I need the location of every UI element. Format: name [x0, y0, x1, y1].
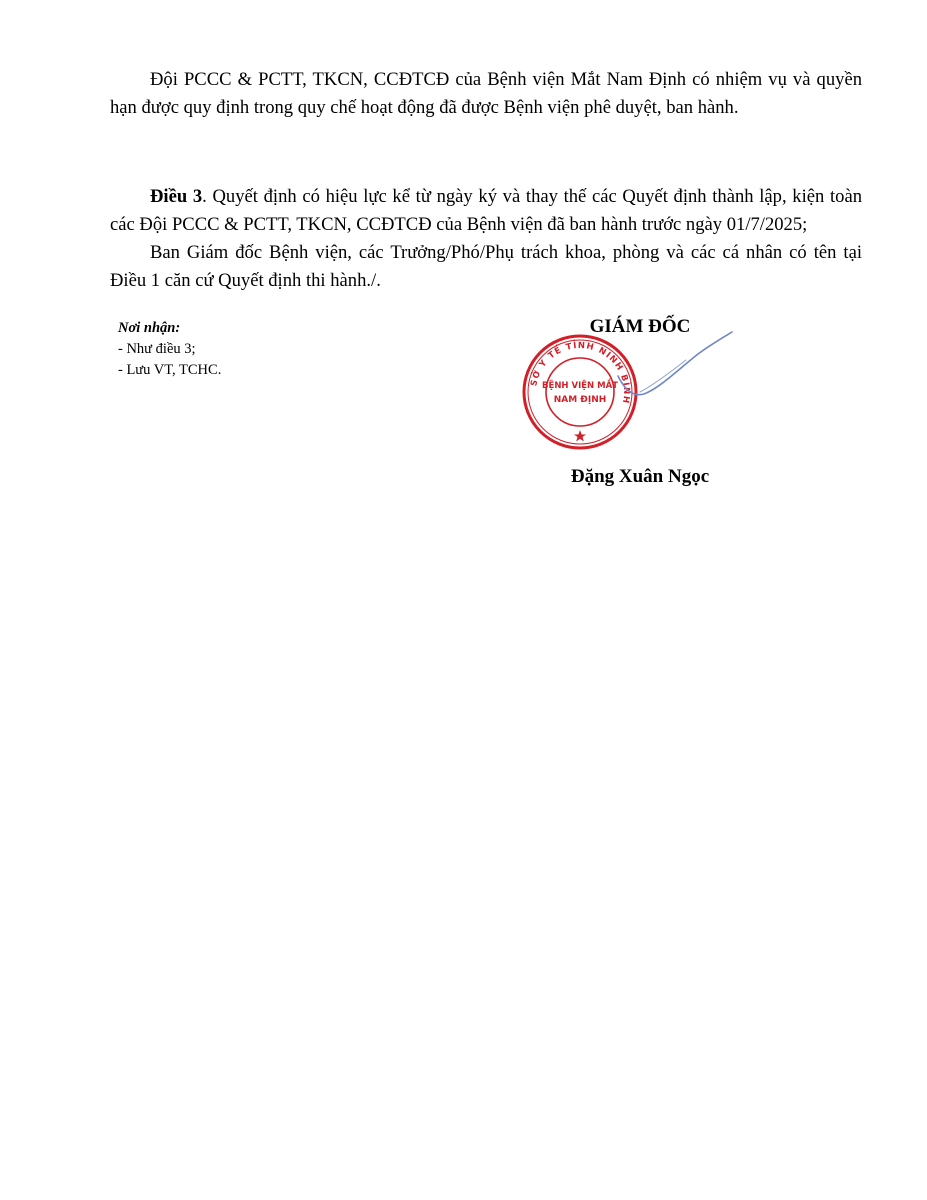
article-3-text: . Quyết định có hiệu lực kể từ ngày ký và thay thế các Quyết định thành lập, kiện toàn các Đội PCCC & PCTT, TKCN, CCĐTCĐ của Bệnh viện đã ban hành trước ngày 01/7/2025; [110, 186, 862, 235]
recipients-title: Nơi nhận: [118, 320, 181, 336]
recipient-item: - Lưu VT, TCHC. [118, 362, 222, 378]
recipient-item: - Như điều 3; [118, 341, 196, 357]
svg-text:BỆNH VIỆN MẮT: BỆNH VIỆN MẮT [542, 381, 618, 391]
article-3-label: Điều 3 [150, 186, 203, 207]
paragraph-article-3 [110, 183, 862, 239]
svg-text:NAM ĐỊNH: NAM ĐỊNH [553, 395, 607, 405]
signer-title: GIÁM ĐỐC [589, 316, 691, 337]
signer-name: Đặng Xuân Ngọc [570, 466, 710, 487]
svg-text:SỞ Y TẾ TỈNH NINH BÌNH: SỞ Y TẾ TỈNH NINH BÌNH [529, 340, 632, 405]
paragraph-execution: Ban Giám đốc Bệnh viện, các Trưởng/Phó/Phụ trách khoa, phòng và các cá nhân có tên tại Điều 1 căn cứ Quyết định thi hành./. [110, 242, 862, 291]
handwritten-signature-icon [600, 328, 740, 408]
paragraph-team-duties: Đội PCCC & PCTT, TKCN, CCĐTCĐ của Bệnh viện Mắt Nam Định có nhiệm vụ và quyền hạn được quy định trong quy chế hoạt động đã được Bệnh viện phê duyệt, ban hành. [110, 69, 862, 118]
recipients-block [118, 318, 221, 381]
